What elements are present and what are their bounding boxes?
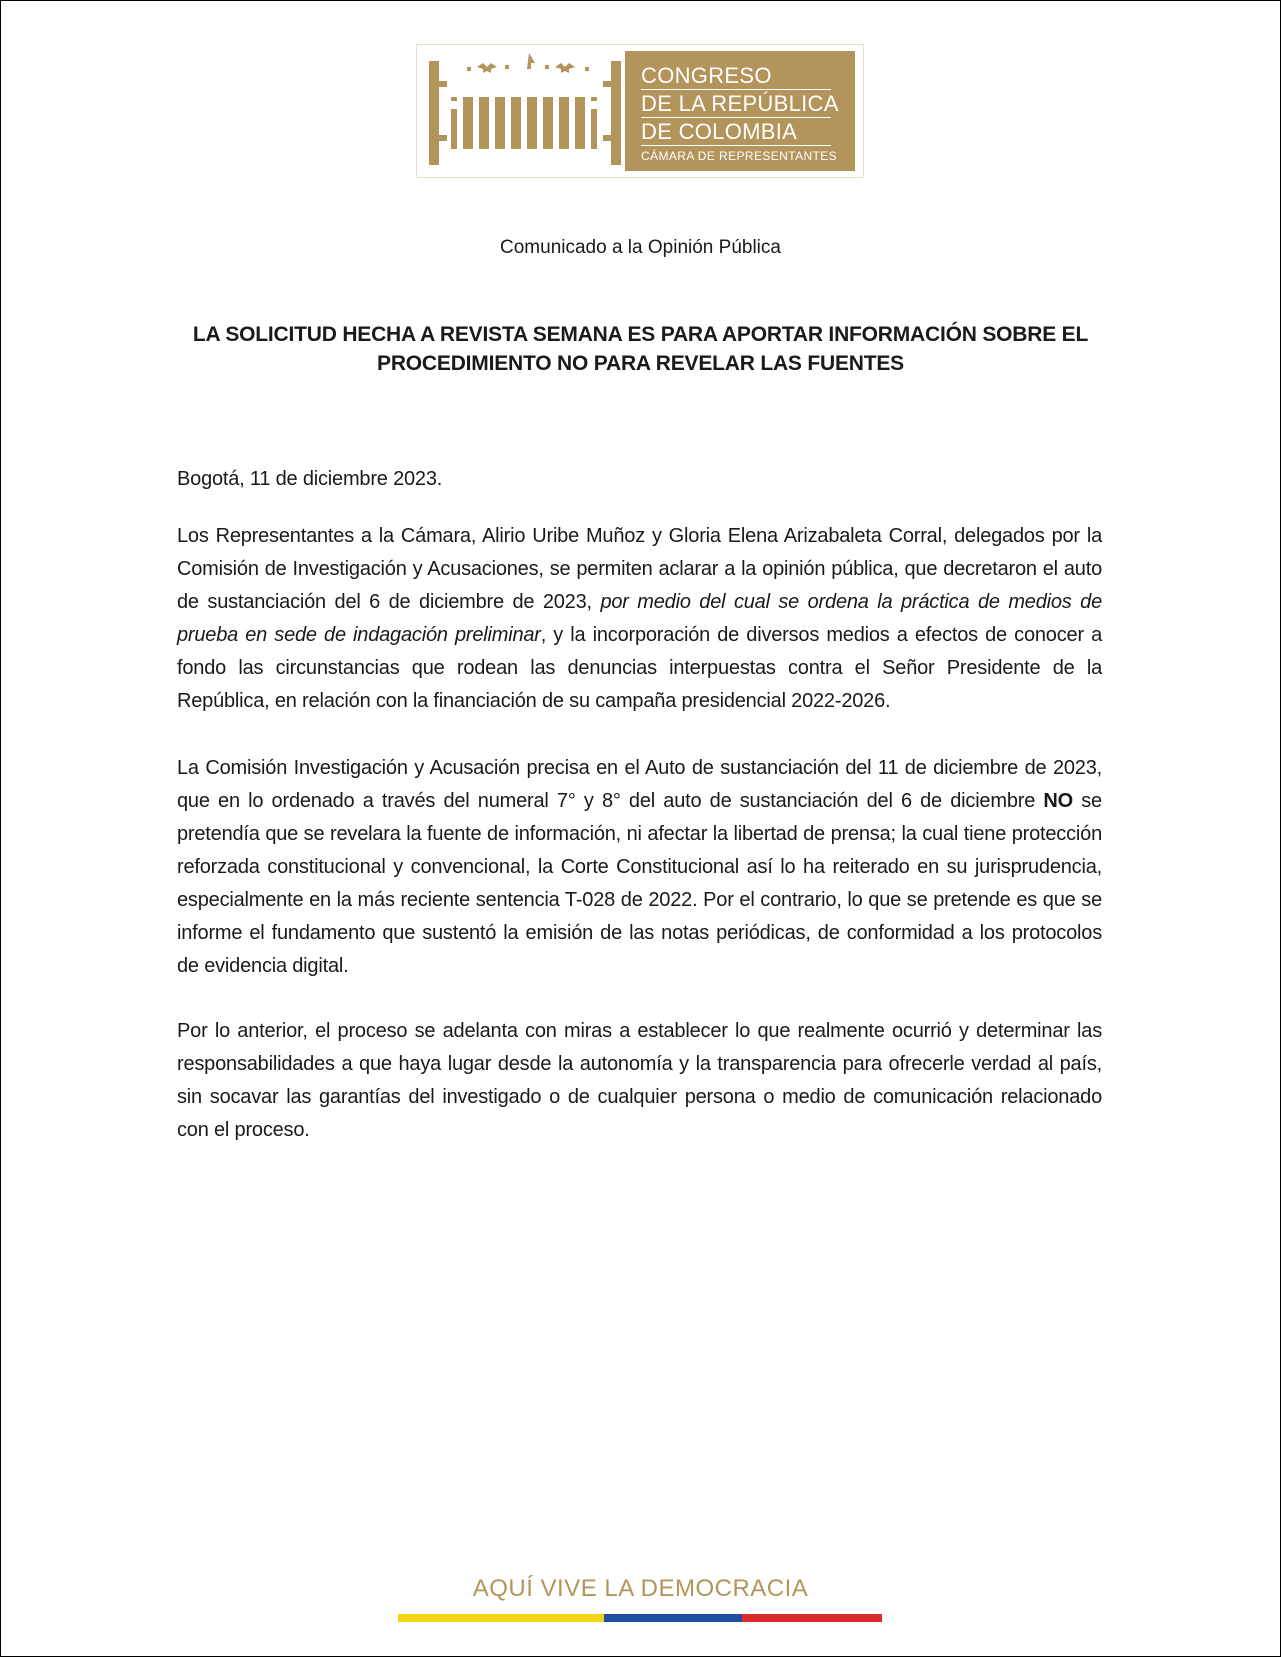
paragraph-1-italic: por medio del cual se ordena la práctica de medios de prueba en sede de indagación preliminar — [177, 591, 1102, 646]
document-date: Bogotá, 11 de diciembre 2023. — [177, 468, 443, 490]
headline-line-2: PROCEDIMIENTO NO PARA REVELAR LAS FUENTES — [377, 352, 904, 375]
paragraph-3: Por lo anterior, el proceso se adelanta con miras a establecer lo que realmente ocurrió y determinar las responsabilidades a que haya lugar desde la autonomía y la transparencia para ofrecerle verdad al país, sin socavar las garantías del investigado o de cualquier persona o medio de comunicación relacionado con el proceso. — [177, 1020, 1102, 1141]
flag-stripe-red — [742, 1614, 882, 1622]
paragraph-1-text-a: Los Representantes a la Cámara, Alirio Uribe Muñoz y Gloria Elena Arizabaleta Corral, delegados por la Comisión de Investigación y Acusaciones, se permiten aclarar a la opinión pública, que decretaron el auto de sustanciación del 6 de diciembre de 2023, — [177, 525, 1102, 613]
logo-rule — [641, 89, 831, 90]
logo-rule — [641, 145, 831, 146]
paragraph-2-bold-no: NO — [1043, 790, 1073, 812]
logo-line-republica: DE LA REPÚBLICA — [641, 91, 839, 116]
headline-line-1: LA SOLICITUD HECHA A REVISTA SEMANA ES PARA APORTAR INFORMACIÓN SOBRE EL — [192, 323, 1089, 346]
logo-subtitle: CÁMARA DE REPRESENTANTES — [641, 149, 838, 163]
logo-line-congreso: CONGRESO — [641, 63, 772, 88]
paragraph-2-text-b: se pretendía que se revelara la fuente de información, ni afectar la libertad de prensa; la cual tiene protección reforzada constitucional y convencional, la Corte Constitucional así lo ha reiterado en su jurisprudencia, especialmente en la más reciente sentencia T-028 de 2022. Por el contrario, lo que se pretende es que se informe el fundamento que sustentó la emisión de las notas periódicas, de conformidad a los protocolos de evidencia digital. — [177, 790, 1102, 977]
flag-stripes — [398, 1614, 882, 1622]
capitol-building-icon — [425, 51, 625, 171]
paragraph-2 — [177, 752, 1102, 983]
logo-line-colombia: DE COLOMBIA — [641, 119, 798, 144]
paragraph-2-text-a: La Comisión Investigación y Acusación precisa en el Auto de sustanciación del 11 de diciembre de 2023, que en lo ordenado a través del numeral 7° y 8° del auto de sustanciación del 6 de diciembre — [177, 757, 1102, 812]
congress-logo — [416, 44, 864, 178]
flag-stripe-blue — [604, 1614, 742, 1622]
paragraph-1 — [177, 520, 1102, 718]
logo-text-panel — [625, 51, 855, 171]
paragraph-1-text-b: , y la incorporación de diversos medios a efectos de conocer a fondo las circunstancias que rodean las denuncias interpuestas contra el Señor Presidente de la República, en relación con la financiación de su campaña presidencial 2022-2026. — [177, 624, 1103, 712]
notice-label: Comunicado a la Opinión Pública — [500, 237, 781, 258]
logo-rule — [641, 117, 831, 118]
footer-slogan: AQUÍ VIVE LA DEMOCRACIA — [472, 1575, 809, 1602]
headline — [176, 320, 1105, 378]
flag-stripe-yellow — [398, 1614, 604, 1622]
